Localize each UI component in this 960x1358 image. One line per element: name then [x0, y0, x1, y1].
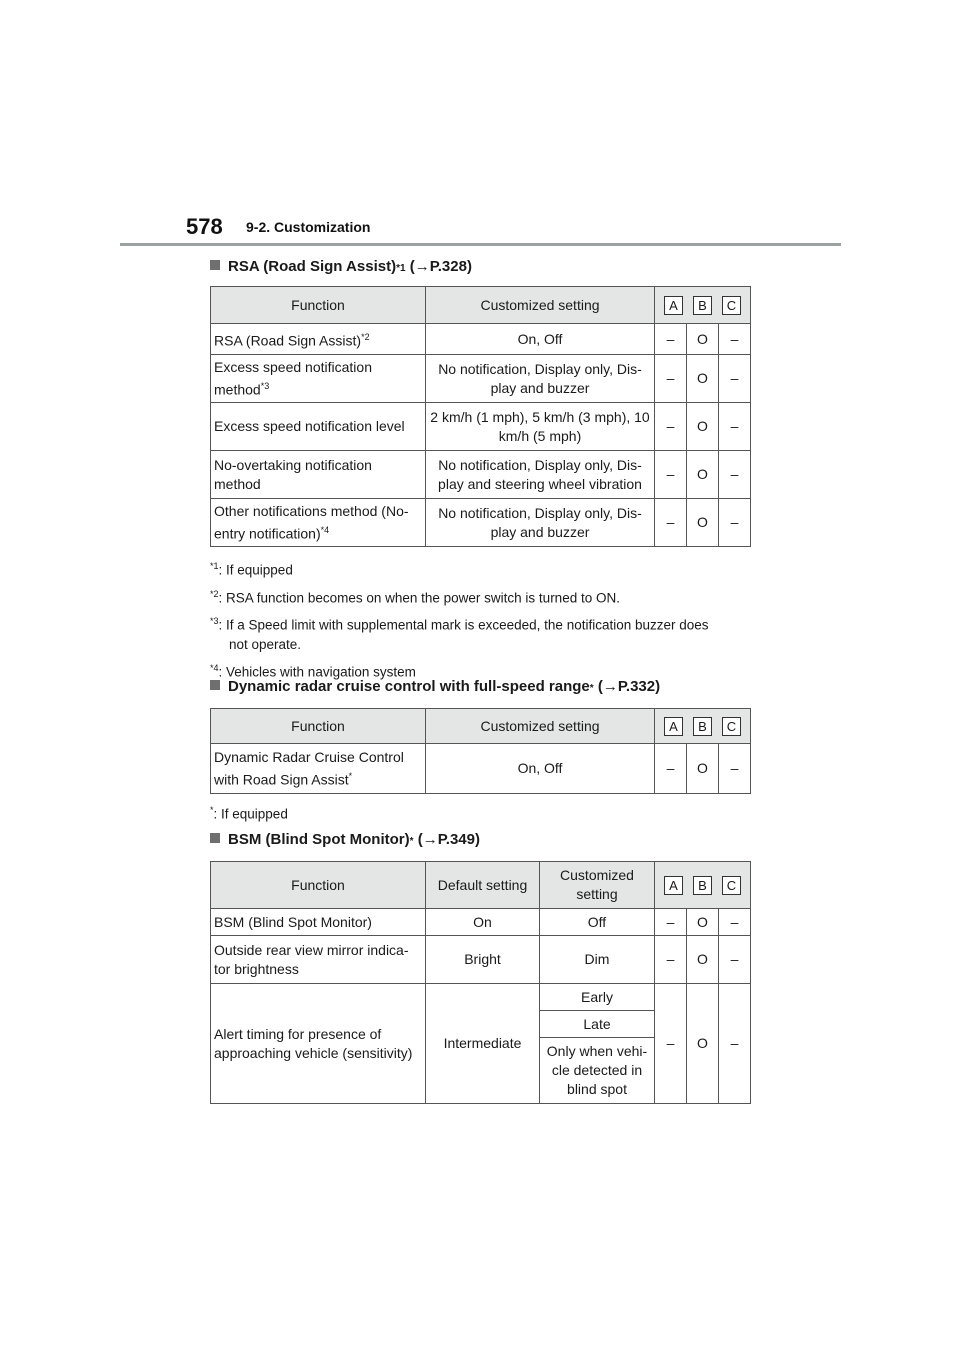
table-row: [211, 403, 751, 451]
setting-cell: Dim: [540, 936, 655, 984]
table-row: [211, 451, 751, 499]
col-c-label: C: [722, 296, 741, 315]
rsa-table: [210, 286, 751, 547]
col-a-label: A: [664, 296, 683, 315]
table-row: [211, 324, 751, 355]
cell-b: O: [687, 451, 719, 499]
footnote: $^{*1}$: If equipped: [210, 561, 293, 578]
setting-cell: No notification, Display only, Dis-play and buzzer: [426, 355, 655, 403]
table-row: [211, 936, 751, 984]
bsm-page-ref: (→P.349): [417, 831, 480, 848]
col-b-label: B: [693, 717, 712, 736]
col-header-abc: [655, 862, 751, 909]
col-header-function: Function: [211, 862, 426, 909]
col-b-label: B: [693, 296, 712, 315]
col-a-label: A: [664, 717, 683, 736]
rsa-title-sup: *1: [396, 263, 406, 274]
cell-c: –: [719, 451, 751, 499]
setting-cell: Off: [540, 909, 655, 936]
footnote: $^{*2}$: RSA function becomes on when the power switch is turned to ON.: [210, 588, 620, 605]
setting-cell: On, Off: [426, 324, 655, 355]
cell-c: –: [719, 355, 751, 403]
function-cell: Other notifications method (No-entry notification)$^{*4}$: [211, 499, 426, 547]
function-cell: BSM (Blind Spot Monitor): [211, 909, 426, 936]
cell-b: O: [687, 984, 719, 1104]
col-header-abc: [655, 287, 751, 324]
col-header-customized-setting: Customized setting: [426, 287, 655, 324]
cell-c: –: [719, 744, 751, 794]
footnote: $^{*4}$: Vehicles with navigation system: [210, 662, 416, 679]
header-divider: [120, 243, 841, 246]
setting-cell: No notification, Display only, Dis-play and buzzer: [426, 499, 655, 547]
bsm-table: [210, 861, 751, 1104]
cell-b: O: [687, 324, 719, 355]
cell-c: –: [719, 324, 751, 355]
cell-b: O: [687, 936, 719, 984]
col-header-function: Function: [211, 709, 426, 744]
cell-c: –: [719, 984, 751, 1104]
drcc-page-ref: (→P.332): [597, 678, 661, 695]
cell-b: O: [687, 909, 719, 936]
cell-b: O: [687, 355, 719, 403]
drcc-footnote: *: If equipped: [210, 805, 288, 822]
cell-a: –: [655, 355, 687, 403]
col-header-customized-setting: Customized setting: [540, 862, 655, 909]
col-header-customized-setting: Customized setting: [426, 709, 655, 744]
function-cell: No-overtaking notification method: [211, 451, 426, 499]
col-b-label: B: [693, 876, 712, 895]
cell-a: –: [655, 403, 687, 451]
rsa-footnotes: [210, 557, 709, 681]
default-cell: Bright: [426, 936, 540, 984]
cell-a: –: [655, 909, 687, 936]
function-cell: Dynamic Radar Cruise Control with Road Sign Assist*: [211, 744, 426, 794]
drcc-title-sup: *: [589, 683, 594, 694]
cell-a: –: [655, 936, 687, 984]
setting-option-cell: Only when vehi-cle detected in blind spot: [540, 1038, 655, 1104]
bsm-title: BSM (Blind Spot Monitor): [228, 831, 410, 848]
cell-a: –: [655, 324, 687, 355]
function-cell: Excess speed notification method$^{*3}$: [211, 355, 426, 403]
cell-b: O: [687, 499, 719, 547]
bullet-square-icon: [210, 260, 220, 270]
bsm-title-sup: *: [409, 836, 414, 847]
cell-c: –: [719, 936, 751, 984]
rsa-page-ref: (→P.328): [409, 258, 472, 275]
function-cell: Alert timing for presence of approaching vehicle (sensitivity): [211, 984, 426, 1104]
table-row: [211, 499, 751, 547]
cell-a: –: [655, 984, 687, 1104]
drcc-title: Dynamic radar cruise control with full-speed range: [228, 678, 590, 695]
bsm-heading: [210, 831, 480, 848]
footnote: $^{*3}$: If a Speed limit with supplemental mark is exceeded, the notification buzzer does not operate.: [210, 616, 709, 652]
function-cell: Outside rear view mirror indica-tor brightness: [211, 936, 426, 984]
col-header-abc: [655, 709, 751, 744]
col-header-function: Function: [211, 287, 426, 324]
table-row: [211, 909, 751, 936]
drcc-table: [210, 708, 751, 794]
cell-a: –: [655, 451, 687, 499]
rsa-heading: [210, 258, 472, 275]
cell-a: –: [655, 499, 687, 547]
setting-cell: On, Off: [426, 744, 655, 794]
cell-c: –: [719, 909, 751, 936]
table-row: [211, 744, 751, 794]
cell-b: O: [687, 744, 719, 794]
cell-c: –: [719, 499, 751, 547]
setting-cell: 2 km/h (1 mph), 5 km/h (3 mph), 10 km/h (5 mph): [426, 403, 655, 451]
page-number: 578: [186, 214, 223, 239]
col-c-label: C: [722, 717, 741, 736]
cell-b: O: [687, 403, 719, 451]
rsa-title: RSA (Road Sign Assist): [228, 258, 397, 275]
function-cell: Excess speed notification level: [211, 403, 426, 451]
function-cell: RSA (Road Sign Assist)$^{*2}$: [211, 324, 426, 355]
bullet-square-icon: [210, 833, 220, 843]
setting-cell: No notification, Display only, Dis-play and steering wheel vibration: [426, 451, 655, 499]
table-row: [211, 984, 751, 1011]
cell-a: –: [655, 744, 687, 794]
table-row: [211, 355, 751, 403]
bullet-square-icon: [210, 680, 220, 690]
setting-option-cell: Early: [540, 984, 655, 1011]
drcc-heading: [210, 678, 660, 695]
col-a-label: A: [664, 876, 683, 895]
setting-option-cell: Late: [540, 1011, 655, 1038]
default-cell: Intermediate: [426, 984, 540, 1104]
col-header-default-setting: Default setting: [426, 862, 540, 909]
col-c-label: C: [722, 876, 741, 895]
cell-c: –: [719, 403, 751, 451]
default-cell: On: [426, 909, 540, 936]
section-label: 9-2. Customization: [246, 219, 371, 235]
